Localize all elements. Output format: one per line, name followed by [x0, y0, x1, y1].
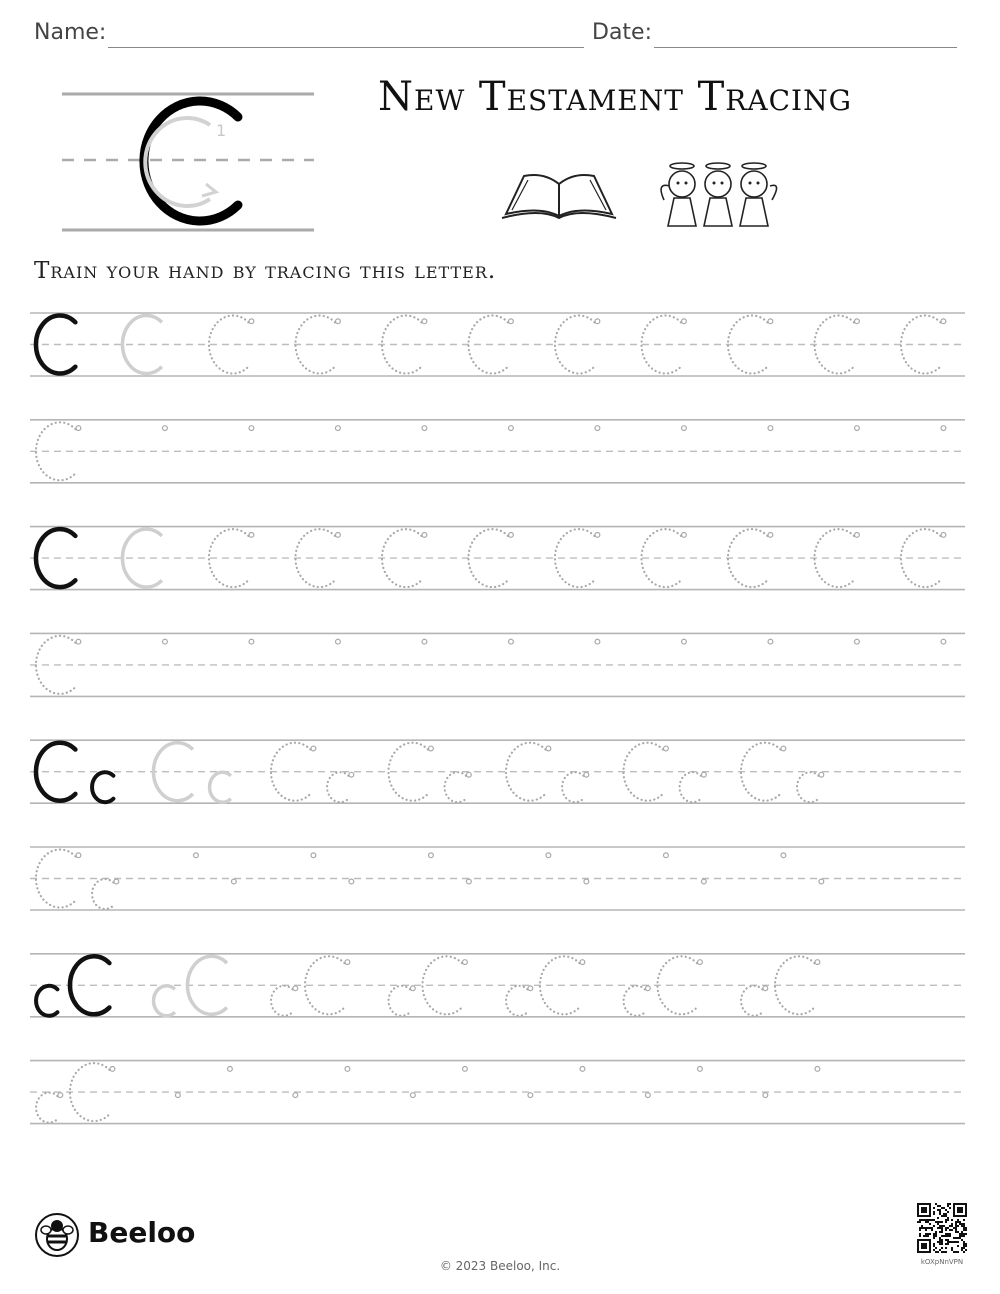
start-point-marker: [645, 986, 650, 991]
start-point-marker: [855, 319, 860, 324]
start-point-marker: [763, 986, 768, 991]
start-point-marker: [336, 319, 341, 324]
start-point-marker: [422, 426, 427, 431]
practice-row[interactable]: [30, 740, 965, 803]
lowercase-c: [680, 772, 701, 802]
three-angels-icon: [658, 160, 784, 230]
start-point-marker: [546, 746, 551, 751]
start-point-marker: [595, 532, 600, 537]
uppercase-c: [295, 529, 334, 587]
qr-code-icon: [917, 1203, 967, 1253]
start-point-marker: [422, 639, 427, 644]
start-point-marker: [941, 639, 946, 644]
start-point-marker: [941, 426, 946, 431]
start-point-marker: [815, 960, 820, 965]
lowercase-c: [36, 986, 57, 1016]
start-point-marker: [336, 639, 341, 644]
name-field[interactable]: [108, 47, 584, 48]
start-point-marker: [429, 853, 434, 858]
start-point-marker: [231, 879, 236, 884]
start-point-marker: [422, 532, 427, 537]
start-point-marker: [509, 426, 514, 431]
start-point-marker: [293, 1093, 298, 1098]
start-point-marker: [311, 746, 316, 751]
practice-row[interactable]: [30, 1061, 965, 1124]
start-point-marker: [781, 853, 786, 858]
name-label: Name:: [34, 20, 107, 45]
start-point-marker: [664, 746, 669, 751]
start-point-marker: [781, 746, 786, 751]
uppercase-c: [295, 316, 334, 374]
start-point-marker: [163, 639, 168, 644]
start-point-marker: [941, 532, 946, 537]
start-point-marker: [345, 1066, 350, 1071]
start-point-marker: [580, 1066, 585, 1071]
start-point-marker: [76, 853, 81, 858]
lowercase-c: [445, 772, 466, 802]
start-point-marker: [410, 1093, 415, 1098]
start-point-marker: [311, 853, 316, 858]
start-point-marker: [509, 319, 514, 324]
start-point-marker: [509, 639, 514, 644]
uppercase-c: [728, 529, 767, 587]
svg-text:1: 1: [216, 121, 227, 140]
start-point-marker: [768, 426, 773, 431]
start-point-marker: [664, 853, 669, 858]
lowercase-c: [92, 772, 113, 802]
practice-area: [30, 305, 970, 1135]
copyright-text: © 2023 Beeloo, Inc.: [439, 1259, 561, 1273]
start-point-marker: [698, 1066, 703, 1071]
start-point-marker: [249, 639, 254, 644]
start-point-marker: [595, 639, 600, 644]
qr-code-label: kOXpNnVPN: [920, 1258, 964, 1266]
start-point-marker: [349, 879, 354, 884]
start-point-marker: [645, 1093, 650, 1098]
lowercase-c: [271, 986, 292, 1016]
start-point-marker: [509, 532, 514, 537]
practice-row[interactable]: [30, 954, 965, 1017]
start-point-marker: [249, 319, 254, 324]
start-point-marker: [466, 772, 471, 777]
start-point-marker: [855, 426, 860, 431]
lowercase-c: [797, 772, 818, 802]
bee-logo-icon: [34, 1212, 80, 1258]
start-point-marker: [941, 319, 946, 324]
uppercase-c: [728, 316, 767, 374]
start-point-marker: [76, 426, 81, 431]
start-point-marker: [768, 639, 773, 644]
lowercase-c: [154, 986, 175, 1016]
letter-c-stroke-guide-icon: [60, 88, 316, 238]
start-point-marker: [463, 1066, 468, 1071]
start-point-marker: [463, 960, 468, 965]
start-point-marker: [336, 426, 341, 431]
start-point-marker: [528, 986, 533, 991]
start-point-marker: [815, 1066, 820, 1071]
start-point-marker: [682, 639, 687, 644]
start-point-marker: [163, 426, 168, 431]
lowercase-c: [562, 772, 583, 802]
start-point-marker: [410, 986, 415, 991]
start-point-marker: [345, 960, 350, 965]
practice-row[interactable]: [30, 527, 965, 590]
start-point-marker: [595, 426, 600, 431]
start-point-marker: [422, 319, 427, 324]
start-point-marker: [466, 879, 471, 884]
start-point-marker: [546, 853, 551, 858]
lowercase-c: [741, 986, 762, 1016]
start-point-marker: [682, 319, 687, 324]
start-point-marker: [584, 772, 589, 777]
practice-row[interactable]: [30, 633, 965, 696]
start-point-marker: [249, 426, 254, 431]
start-point-marker: [819, 879, 824, 884]
start-point-marker: [768, 319, 773, 324]
start-point-marker: [175, 1093, 180, 1098]
lowercase-c: [389, 986, 410, 1016]
start-point-marker: [701, 879, 706, 884]
practice-row[interactable]: [30, 847, 965, 910]
lowercase-c: [36, 1093, 57, 1123]
start-point-marker: [194, 853, 199, 858]
lowercase-c: [624, 986, 645, 1016]
brand-name: Beeloo: [88, 1216, 196, 1249]
practice-row[interactable]: [30, 313, 965, 376]
start-point-marker: [76, 639, 81, 644]
page-title: New Testament Tracing: [378, 74, 852, 120]
start-point-marker: [698, 960, 703, 965]
date-label: Date:: [592, 20, 652, 45]
lowercase-c: [92, 879, 113, 909]
start-point-marker: [819, 772, 824, 777]
start-point-marker: [763, 1093, 768, 1098]
start-point-marker: [682, 426, 687, 431]
start-point-marker: [701, 772, 706, 777]
open-bible-icon: [500, 170, 618, 220]
start-point-marker: [855, 532, 860, 537]
start-point-marker: [580, 960, 585, 965]
start-point-marker: [429, 746, 434, 751]
lowercase-c: [506, 986, 527, 1016]
start-point-marker: [768, 532, 773, 537]
lowercase-c: [327, 772, 348, 802]
start-point-marker: [528, 1093, 533, 1098]
start-point-marker: [336, 532, 341, 537]
start-point-marker: [114, 879, 119, 884]
start-point-marker: [228, 1066, 233, 1071]
start-point-marker: [293, 986, 298, 991]
start-point-marker: [58, 1093, 63, 1098]
start-point-marker: [249, 532, 254, 537]
start-point-marker: [584, 879, 589, 884]
start-point-marker: [349, 772, 354, 777]
date-field[interactable]: [654, 47, 957, 48]
start-point-marker: [110, 1066, 115, 1071]
instruction-text: Train your hand by tracing this letter.: [34, 258, 497, 284]
practice-row[interactable]: [30, 420, 965, 483]
start-point-marker: [595, 319, 600, 324]
start-point-marker: [682, 532, 687, 537]
start-point-marker: [855, 639, 860, 644]
lowercase-c: [210, 772, 231, 802]
uppercase-c: [187, 956, 226, 1014]
